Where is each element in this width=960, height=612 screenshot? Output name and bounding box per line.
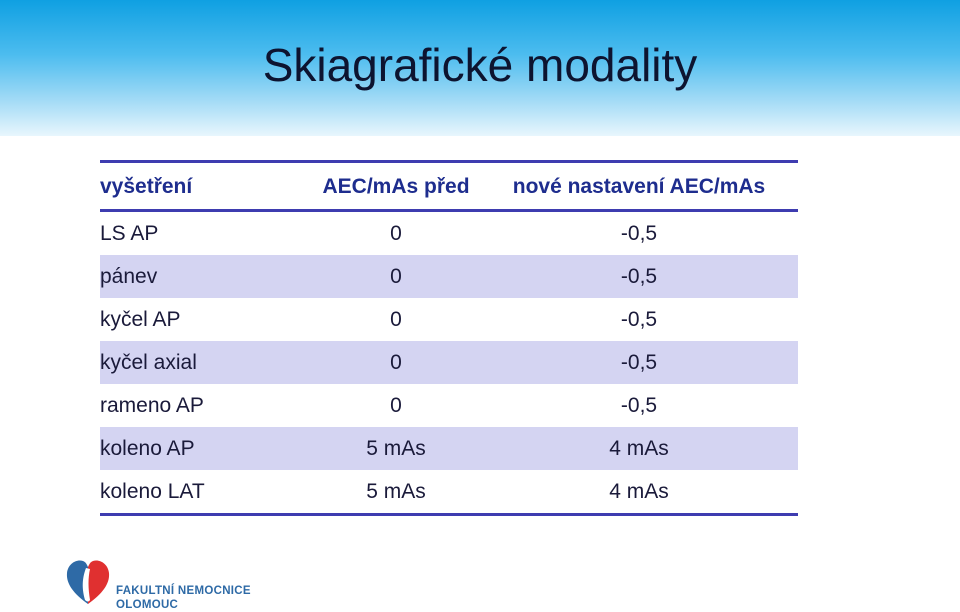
logo-wordmark [116,584,251,612]
slide-title: Skiagrafické modality [262,39,698,91]
aec-before-cell: 5 mAs [366,479,426,503]
logo-line-1: FAKULTNÍ NEMOCNICE [116,585,251,597]
table-header-row [100,162,798,211]
aec-new-cell: 4 mAs [609,436,669,460]
column-header-aec-before: AEC/mAs před [322,175,470,198]
table-row [100,341,798,384]
modality-table [100,160,798,516]
heart-logo-icon [64,558,112,608]
aec-before-cell: 0 [390,393,402,417]
aec-before-cell: 0 [390,350,402,374]
table-row [100,211,798,256]
table-row [100,384,798,427]
logo-line-2: OLOMOUC [116,599,179,611]
aec-new-cell: -0,5 [620,393,658,417]
aec-new-cell: -0,5 [620,350,658,374]
aec-new-cell: -0,5 [620,264,658,288]
column-header-aec-new: nové nastavení AEC/mAs [512,175,766,198]
table-row [100,298,798,341]
exam-cell: rameno AP [100,393,204,417]
aec-new-cell: -0,5 [620,307,658,331]
column-header-exam: vyšetření [100,175,193,198]
exam-cell: kyčel axial [100,350,197,374]
aec-before-cell: 0 [390,221,402,245]
aec-new-cell: -0,5 [620,221,658,245]
exam-cell: LS AP [100,221,159,245]
aec-before-cell: 0 [390,264,402,288]
table-row [100,255,798,298]
exam-cell: koleno LAT [100,479,205,503]
aec-new-cell: 4 mAs [609,479,669,503]
aec-before-cell: 5 mAs [366,436,426,460]
exam-cell: pánev [100,264,158,288]
exam-cell: kyčel AP [100,307,181,331]
exam-cell: koleno AP [100,436,195,460]
aec-before-cell: 0 [390,307,402,331]
table-row [100,470,798,515]
hospital-logo [64,558,254,611]
table-row [100,427,798,470]
